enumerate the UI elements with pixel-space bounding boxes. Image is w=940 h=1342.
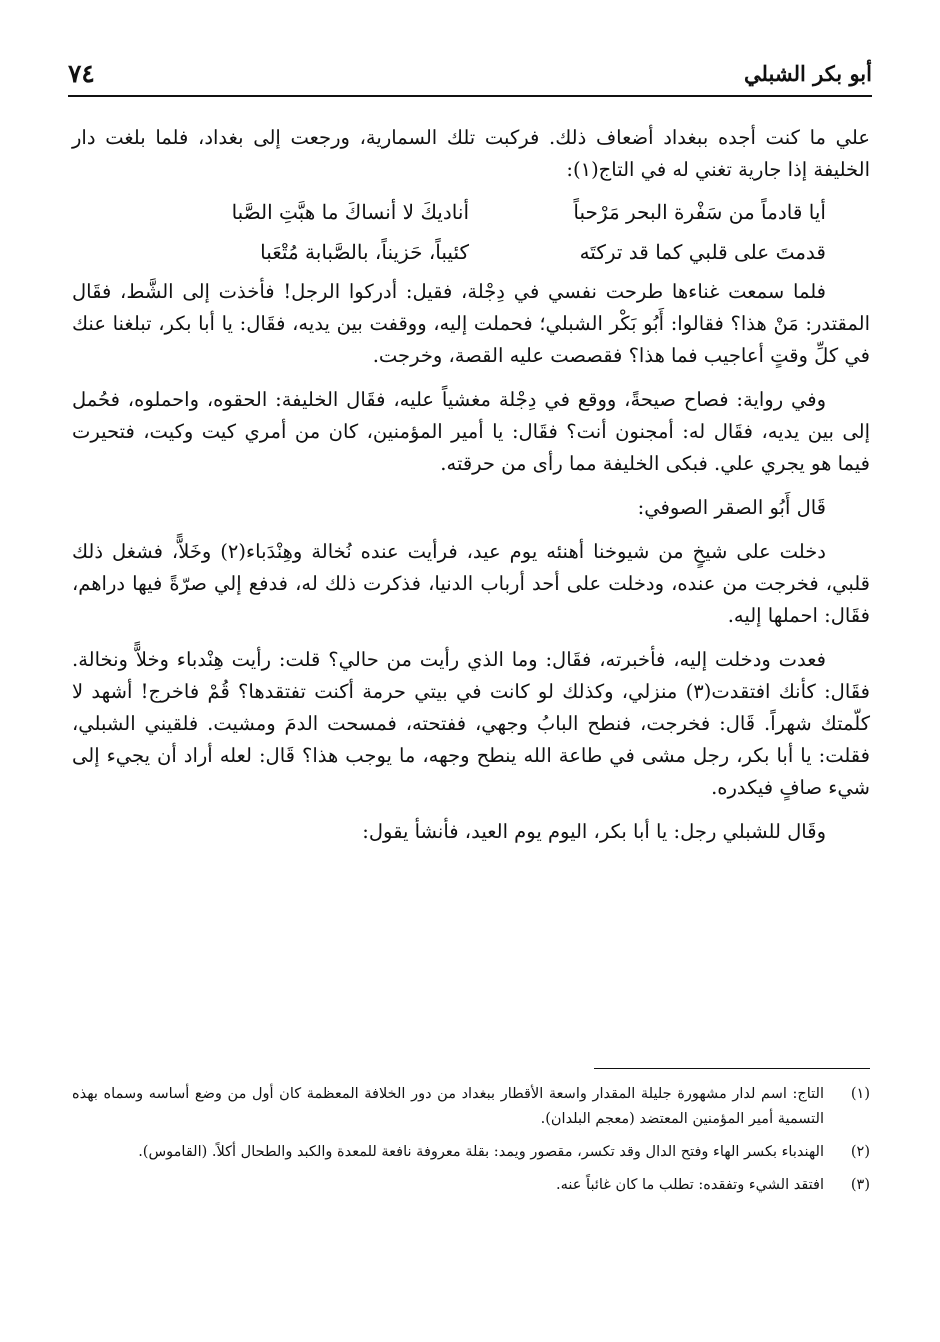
- verse-1-second-hemistich: أناديكَ لا أنساكَ ما هبَّتِ الصَّبا: [231, 200, 469, 224]
- footnote-2: [72, 1140, 870, 1165]
- footnote-2-number: (٢): [850, 1144, 870, 1160]
- paragraph-5: دخلت على شيخٍ من شيوخنا أهنئه يوم عيد، فرأيت عنده نُخالة وهِنْدَباء(٢) وخَلاًّ، فشغل ذلك قلبي، فخرجت من عنده، ودخلت على أحد أرباب الدنيا، فذكرت ذلك له، فدفع إلي صرّةً فيها دراهم، فقَال: احملها إليه.: [72, 540, 870, 627]
- footnote-3: [72, 1173, 870, 1198]
- running-title: أبو بكر الشبلي: [744, 60, 872, 86]
- paragraph-1: علي ما كنت أجده ببغداد أضعاف ذلك. فركبت تلك السمارية، ورجعت إلى بغداد، فلما بلغت دار الخليفة إذا جارية تغني له في التاج(١):: [72, 126, 870, 181]
- paragraph-4: قَال أَبُو الصقر الصوفي:: [637, 496, 826, 519]
- footnote-3-text: افتقد الشيء وتفقده: تطلب ما كان غائباً عنه.: [556, 1177, 824, 1193]
- page-header: [68, 54, 872, 92]
- footnote-1-text: التاج: اسم لدار مشهورة جليلة المقدار واسعة الأقطار ببغداد من دور الخلافة المعظمة كان أول من وضع أساسه وسماه بهذه التسمية أمير المؤمنين المعتضد (معجم البلدان).: [72, 1086, 824, 1127]
- footnote-1: [72, 1082, 870, 1132]
- verse-2-first-hemistich: قدمتَ على قلبي كما قد تركتَه: [579, 240, 826, 264]
- footnote-rule: [594, 1068, 870, 1069]
- verse-1: [72, 192, 870, 232]
- paragraph-7: وقَال للشبلي رجل: يا أبا بكر، اليوم يوم العيد، فأنشأ يقول:: [362, 820, 826, 843]
- footnote-1-number: (١): [850, 1086, 870, 1102]
- verse-1-first-hemistich: أيا قادماً من سَفْرة البحر مَرْحباً: [573, 200, 826, 224]
- paragraph-2: فلما سمعت غناءها طرحت نفسي في دِجْلة، فقيل: أدركوا الرجل! فأخذت إلى الشَّط، فقَال المقتدر: مَنْ هذا؟ فقالوا: أَبُو بَكْر الشبلي؛ فحملت إليه، ووقفت بين يديه، فقَال: يا أبا بكر، تبلغنا عنك في كلِّ وقتٍ أعاجيب فما هذا؟ فقصصت عليه القصة، وخرجت.: [72, 280, 870, 367]
- main-text: [72, 122, 870, 848]
- poem: [72, 192, 870, 272]
- footnotes: [72, 1082, 870, 1206]
- verse-2: [72, 232, 870, 272]
- header-rule: [68, 95, 872, 97]
- footnote-2-text: الهندباء بكسر الهاء وفتح الدال وقد تكسر، مقصور ويمد: بقلة معروفة نافعة للمعدة والكبد والطحال أكلاً. (القاموس).: [138, 1144, 824, 1160]
- footnote-3-number: (٣): [850, 1177, 870, 1193]
- page-number: ٧٤: [68, 58, 95, 88]
- verse-2-second-hemistich: كئيباً، حَزيناً، بالصَّبابة مُتْعَبا: [260, 240, 469, 264]
- paragraph-3: وفي رواية: فصاح صيحةً، ووقع في دِجْلة مغشياً عليه، فقَال الخليفة: الحقوه، واحملوه، فحُمل إلى بين يديه، فقَال له: أمجنون أنت؟ فقَال: يا أمير المؤمنين، كان من أمري كيت وكيت، فتحيرت فيما هو يجري علي. فبكى الخليفة مما رأى من حرقته.: [72, 388, 870, 475]
- paragraph-6: فعدت ودخلت إليه، فأخبرته، فقَال: وما الذي رأيت من حالي؟ قلت: رأيت هِنْدباء وخلاًّ ونخالة. فقَال: كأنك افتقدت(٣) منزلي، وكذلك لو كانت في بيتي حرمة أكنت تفتقدها؟ قُمْ فاخرج! أشهد لا كلّمتك شهراً. قَال: فخرجت، فنطح البابُ وجهي، ففتحته، فمسحت الدمَ ومشيت. فلقيني الشبلي، فقلت: يا أبا بكر، رجل مشى في طاعة الله ينطح وجهه، ما يوجب هذا؟ قَال: لعله أراد أن يجيء إلى شيء صافٍ فيكدره.: [72, 648, 870, 799]
